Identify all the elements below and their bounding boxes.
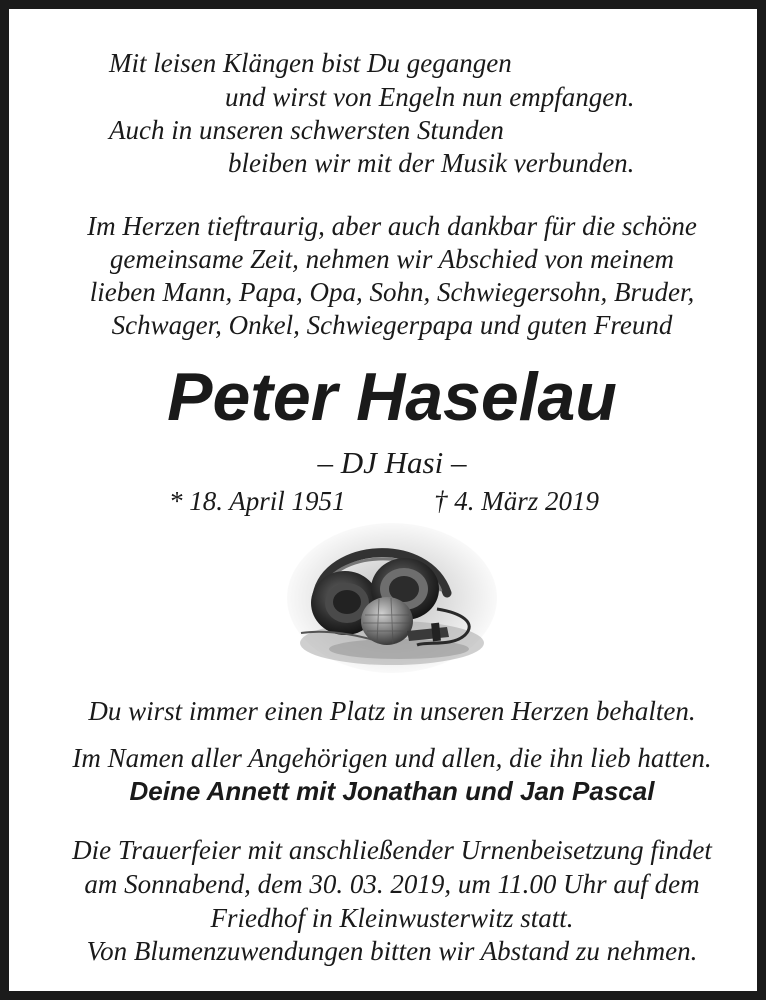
funeral-line-2: am Sonnabend, dem 30. 03. 2019, um 11.00 Uhr auf dem <box>84 869 700 899</box>
family-line: Im Namen aller Angehörigen und allen, die ihn lieb hatten. <box>72 743 712 773</box>
intro-line-4: Schwager, Onkel, Schwiegerpapa und guten Freund <box>111 310 673 340</box>
poem-line-3: Auch in unseren schwersten Stunden <box>109 115 504 145</box>
death-date: † 4. März 2019 <box>434 486 600 516</box>
intro-line-2: gemeinsame Zeit, nehmen wir Abschied von meinem <box>109 244 675 274</box>
photo-icon <box>287 523 497 673</box>
nickname: – DJ Hasi – <box>317 445 467 480</box>
funeral-line-1: Die Trauerfeier mit anschließender Urnenbeisetzung findet <box>72 835 712 865</box>
poem-line-2: und wirst von Engeln nun empfangen. <box>225 82 635 112</box>
poem-line-4: bleiben wir mit der Musik verbunden. <box>228 148 635 178</box>
funeral-line-3: Friedhof in Kleinwusterwitz statt. <box>210 903 574 933</box>
poem-line-1: Mit leisen Klängen bist Du gegangen <box>109 48 512 78</box>
intro-line-1: Im Herzen tieftraurig, aber auch dankbar für die schöne <box>87 211 697 241</box>
closing-line: Du wirst immer einen Platz in unseren Herzen behalten. <box>88 696 696 726</box>
birth-date: * 18. April 1951 <box>169 486 346 516</box>
intro-line-3: lieben Mann, Papa, Opa, Sohn, Schwiegersohn, Bruder, <box>89 277 695 307</box>
family-names: Deine Annett mit Jonathan und Jan Pascal <box>129 776 655 806</box>
funeral-line-4: Von Blumenzuwendungen bitten wir Abstand zu nehmen. <box>86 936 698 966</box>
deceased-name: Peter Haselau <box>167 359 617 435</box>
headphones-microphone-image <box>287 523 497 673</box>
